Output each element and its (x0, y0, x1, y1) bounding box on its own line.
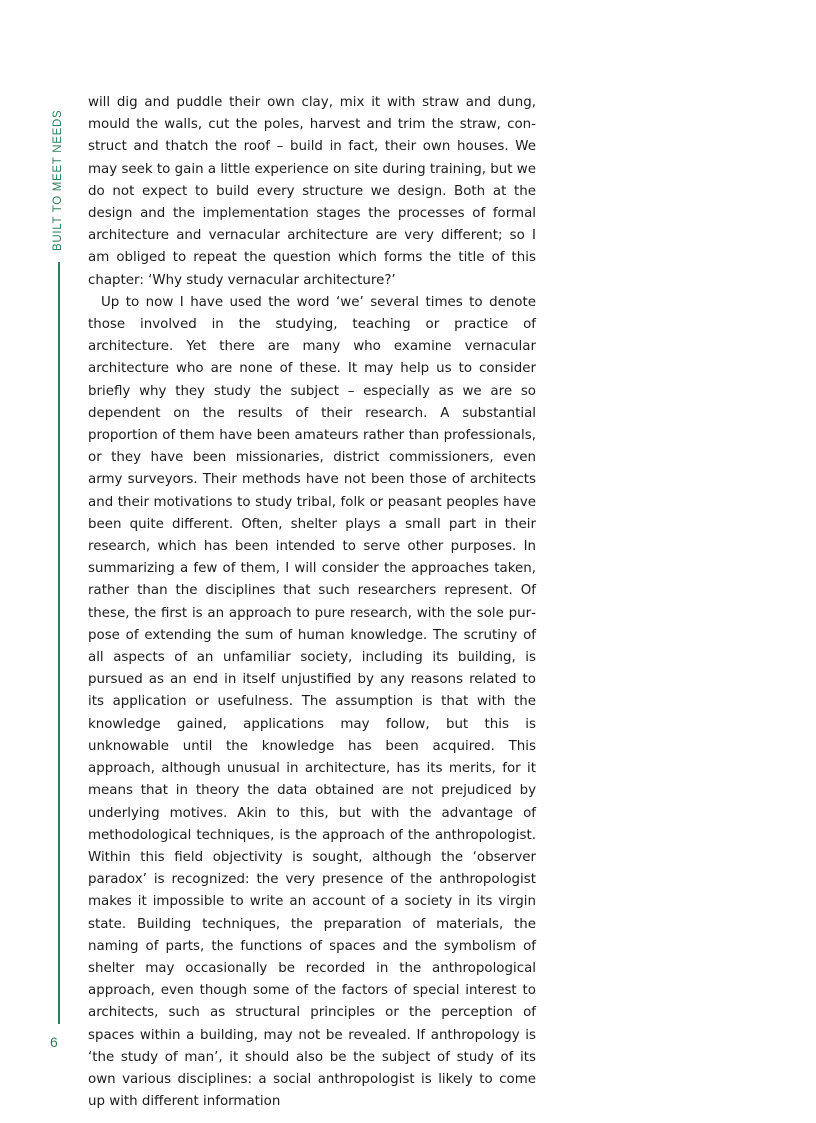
paragraph: Up to now I have used the word ‘we’ several times to denote those involved in the studying, teaching or practice of architecture. Yet there are many who examine vernacular architecture who are none of these. It may help us to consider briefly why they study the subject – especially as we are so dependent on the results of their research. A substantial proportion of them have been amateurs rather than professionals, or they have been missionaries, district commissioners, even army surveyors. Their methods have not been those of architects and their motivations to study tribal, folk or peasant peoples have been quite different. Often, shelter plays a small part in their research, which has been intended to serve other purposes. In summarizing a few of them, I will consider the approaches taken, rather than the disciplines that such researchers represent. Of these, the first is an approach to pure research, with the sole purpose of extending the sum of human knowledge. The scrutiny of all aspects of an unfamiliar society, including its building, is pursued as an end in itself unjustified by any reasons related to its application or usefulness. The assumption is that with the knowledge gained, applications may follow, but this is unknowable until the knowledge has been acquired. This approach, although unusual in architecture, has its merits, for it means that in theory the data obtained are not prejudiced by underlying motives. Akin to this, but with the advantage of methodological techniques, is the approach of the anthropologist. Within this field objectivity is sought, although the ‘observer paradox’ is recognized: the very presence of the anthropologist makes it impossible to write an account of a society in its virgin state. Building techniques, the preparation of materials, the naming of parts, the functions of spaces and the symbolism of shelter may occasionally be recorded in the anthropological approach, even though some of the factors of special interest to architects, such as structural principles or the perception of spaces within a building, may not be revealed. If anthropology is ‘the study of man’, it should also be the subject of study of its own various disciplines: a social anthropologist is likely to come up with different information (88, 294, 536, 1110)
page-number: 6 (50, 1034, 58, 1050)
running-head (46, 96, 70, 251)
body-text (88, 92, 536, 1110)
running-head-title: BUILT TO MEET NEEDS (52, 109, 64, 251)
vertical-rule (58, 262, 60, 1024)
paragraph: will dig and puddle their own clay, mix it with straw and dung, mould the walls, cut the poles, harvest and trim the straw, construct and thatch the roof – build in fact, their own houses. We may seek to gain a little experience on site during training, but we do not expect to build every structure we design. Both at the design and the implementation stages the processes of formal architecture and vernacular architecture are very different; so I am obliged to repeat the question which forms the title of this chapter: ‘Why study vernacular architecture?’ (88, 95, 536, 288)
